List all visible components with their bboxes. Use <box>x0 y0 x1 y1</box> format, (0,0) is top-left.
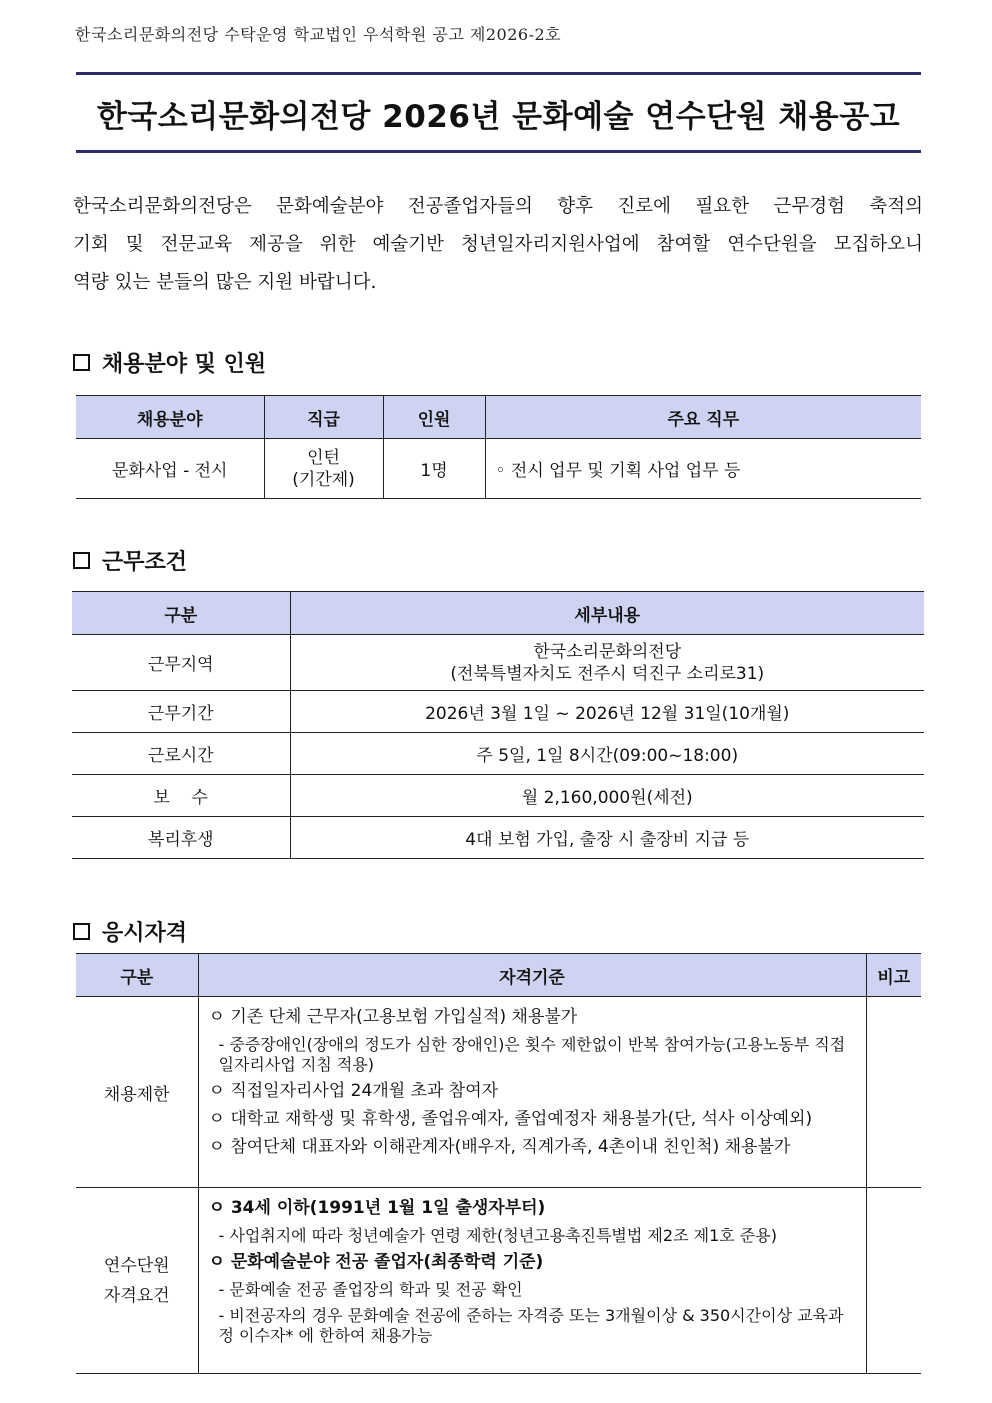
intro-paragraph <box>73 188 923 264</box>
qualification-label: 채용제한 <box>76 997 198 1188</box>
criteria-detail: - 비전공자의 경우 문화예술 전공에 준하는 자격증 또는 3개월이상 & 350시간이상 교육과정 이수자* 에 한하여 채용가능 <box>218 1306 844 1345</box>
criteria-detail: - 사업취지에 따라 청년예술가 연령 제한(청년고용촉진특별법 제2조 제1호 준용) <box>218 1226 777 1245</box>
section-heading-qualifications <box>73 916 187 947</box>
table-header: 구분 <box>76 954 198 997</box>
section-heading-text: 채용분야 및 인원 <box>102 351 267 377</box>
qualifications-table <box>76 953 921 1374</box>
qualification-criteria <box>198 1188 866 1374</box>
recruit-table <box>76 395 921 499</box>
criteria-item: ㅇ 직접일자리사업 24개월 초과 참여자 <box>208 1081 499 1101</box>
rank-line: 인턴 <box>307 447 340 468</box>
condition-value <box>290 635 924 691</box>
intro-line: 기회 및 전문교육 제공을 위한 예술기반 청년일자리지원사업에 참여할 연수단원을 모집하오니 <box>73 234 923 255</box>
table-header: 인원 <box>383 396 485 439</box>
recruit-rank <box>264 439 383 499</box>
condition-label: 근로시간 <box>72 733 290 775</box>
recruit-count: 1명 <box>383 439 485 499</box>
rank-line: (기간제) <box>292 469 355 490</box>
section-heading-text: 근무조건 <box>102 549 188 575</box>
criteria-item: ㅇ 참여단체 대표자와 이해관계자(배우자, 직계가족, 4촌이내 친인척) 채용불가 <box>208 1137 791 1157</box>
condition-label: 보 수 <box>72 775 290 817</box>
recruit-duty: ◦ 전시 업무 및 기획 사업 업무 등 <box>485 439 921 499</box>
condition-value: 주 5일, 1일 8시간(09:00~18:00) <box>290 733 924 775</box>
section-heading-conditions <box>73 545 187 576</box>
label-line: 연수단원 <box>103 1255 170 1276</box>
qualification-note <box>866 1188 921 1374</box>
condition-label: 근무기간 <box>72 691 290 733</box>
label-line: 자격요건 <box>103 1285 170 1306</box>
section-heading-text: 응시자격 <box>102 920 188 946</box>
criteria-item: ㅇ 기존 단체 근무자(고용보험 가입실적) 채용불가 <box>208 1007 578 1027</box>
table-header: 직급 <box>264 396 383 439</box>
criteria-detail: - 문화예술 전공 졸업장의 학과 및 전공 확인 <box>218 1280 523 1299</box>
qualification-criteria <box>198 997 866 1188</box>
checkbox-square-icon <box>73 552 90 569</box>
title-bottom-rule <box>76 150 921 153</box>
intro-line: 한국소리문화의전당은 문화예술분야 전공졸업자들의 향후 진로에 필요한 근무경험 축적의 <box>73 196 923 217</box>
condition-value: 월 2,160,000원(세전) <box>290 775 924 817</box>
condition-label: 근무지역 <box>72 635 290 691</box>
table-header: 세부내용 <box>290 592 924 635</box>
recruit-field: 문화사업 - 전시 <box>76 439 264 499</box>
qualification-label <box>76 1188 198 1374</box>
title-top-rule <box>76 72 921 75</box>
table-header: 구분 <box>72 592 290 635</box>
table-header: 채용분야 <box>76 396 264 439</box>
condition-value: 2026년 3월 1일 ~ 2026년 12월 31일(10개월) <box>290 691 924 733</box>
criteria-detail: - 중증장애인(장애의 정도가 심한 장애인)은 횟수 제한없이 반복 참여가능(고용노동부 직접일자리사업 지침 적용) <box>218 1035 846 1074</box>
criteria-item: ㅇ 34세 이하(1991년 1월 1일 출생자부터) <box>208 1198 546 1218</box>
page-title: 한국소리문화의전당 2026년 문화예술 연수단원 채용공고 <box>96 99 901 135</box>
condition-label: 복리후생 <box>72 817 290 859</box>
section-heading-recruit <box>73 347 266 378</box>
intro-line: 역량 있는 분들의 많은 지원 바랍니다. <box>73 272 377 293</box>
notice-number: 한국소리문화의전당 수탁운영 학교법인 우석학원 공고 제2026-2호 <box>75 25 562 44</box>
criteria-item: ㅇ 문화예술분야 전공 졸업자(최종학력 기준) <box>208 1252 544 1272</box>
location-line: 한국소리문화의전당 <box>533 641 682 662</box>
conditions-table <box>72 591 924 859</box>
location-line: (전북특별자치도 전주시 덕진구 소리로31) <box>450 663 765 684</box>
table-header: 자격기준 <box>198 954 866 997</box>
checkbox-square-icon <box>73 923 90 940</box>
table-header: 주요 직무 <box>485 396 921 439</box>
checkbox-square-icon <box>73 354 90 371</box>
table-header: 비고 <box>866 954 921 997</box>
qualification-note <box>866 997 921 1188</box>
criteria-item: ㅇ 대학교 재학생 및 휴학생, 졸업유예자, 졸업예정자 채용불가(단, 석사 이상예외) <box>208 1109 813 1129</box>
condition-value: 4대 보험 가입, 출장 시 출장비 지급 등 <box>290 817 924 859</box>
